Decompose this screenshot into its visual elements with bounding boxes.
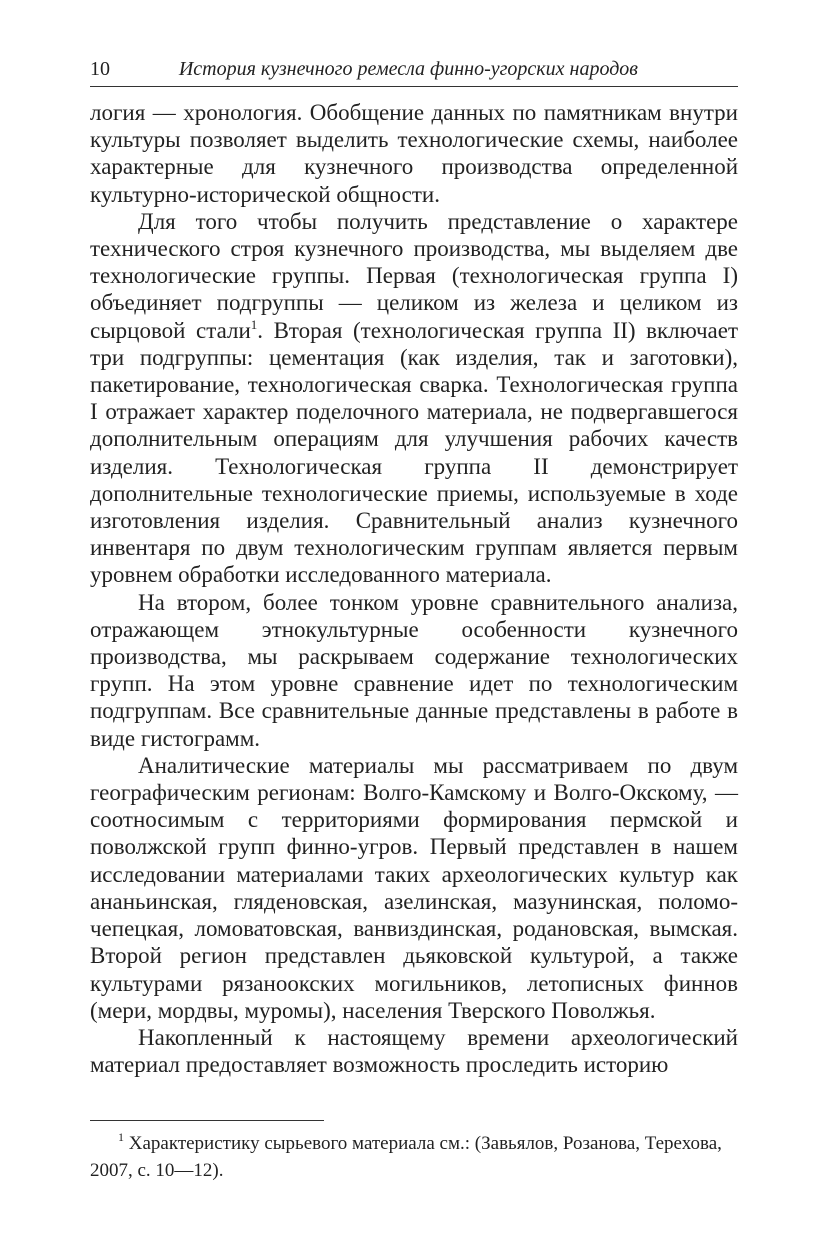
paragraph-3: На втором, более тонком уровне сравнительного анализа, отражающем этнокультурные особенности кузнечного производства, мы раскрываем содержание технологических групп. На этом уровне сравнение идет по технологическим подгруппам. Все сравнительные данные представлены в работе в виде гистограмм.: [90, 589, 738, 751]
paragraph-2-text-after-note: . Вторая (технологическая группа II) включает три подгруппы: цементация (как изделия, так и заготовки), пакетирование, технологическая сварка. Технологическая группа I отражает характер поделочного материала, не подвергавшегося дополнительным операциям для улучшения рабочих качеств изделия. Технологическая группа II демонстрирует дополнительные технологические приемы, используемые в ходе изготовления изделия. Сравнительный анализ кузнечного инвентаря по двум технологическим группам является первым уровнем обработки исследованного материала.: [90, 317, 738, 588]
running-header: [90, 56, 738, 87]
body-text: [90, 99, 738, 1078]
paragraph-5: Накопленный к настоящему времени археологический материал предоставляет возможность проследить историю: [90, 1024, 738, 1078]
footnote-reference[interactable]: 1: [250, 316, 258, 332]
footnote-divider: [90, 1120, 324, 1121]
paragraph-1: логия — хронология. Обобщение данных по памятникам внутри культуры позволяет выделить технологические схемы, наиболее характерные для кузнечного производства определенной культурно-исторической общности.: [90, 100, 738, 207]
page-number: 10: [90, 58, 110, 80]
footnote: [90, 1130, 738, 1184]
footnote-mark: 1: [118, 1130, 124, 1144]
paragraph-4: Аналитические материалы мы рассматриваем по двум географическим регионам: Волго-Камскому и Волго-Окскому, — соотносимым с территориями формирования пермской и поволжской групп финно-угров. Первый представлен в нашем исследовании материалами таких археологических культур как ананьинская, гляденовская, азелинская, мазунинская, поломо-чепецкая, ломоватовская, ванвиздинская, родановская, вымская. Второй регион представлен дьяковской культурой, а также культурами рязаноокских могильников, летописных финнов (мери, мордвы, муромы), населения Тверского Поволжья.: [90, 752, 738, 1023]
running-title: История кузнечного ремесла финно-угорских народов: [178, 58, 638, 80]
footnote-text: Характеристику сырьевого материала см.: (Завьялов, Розанова, Терехова, 2007, с. 10—12).: [90, 1133, 722, 1181]
paragraph-2-text-before-note: Для того чтобы получить представление о характере технического строя кузнечного производства, мы выделяем две технологические группы. Первая (технологическая группа I) объединяет подгруппы — целиком из железа и целиком из сырцовой стали: [90, 208, 738, 343]
paragraph-2: [90, 208, 738, 589]
